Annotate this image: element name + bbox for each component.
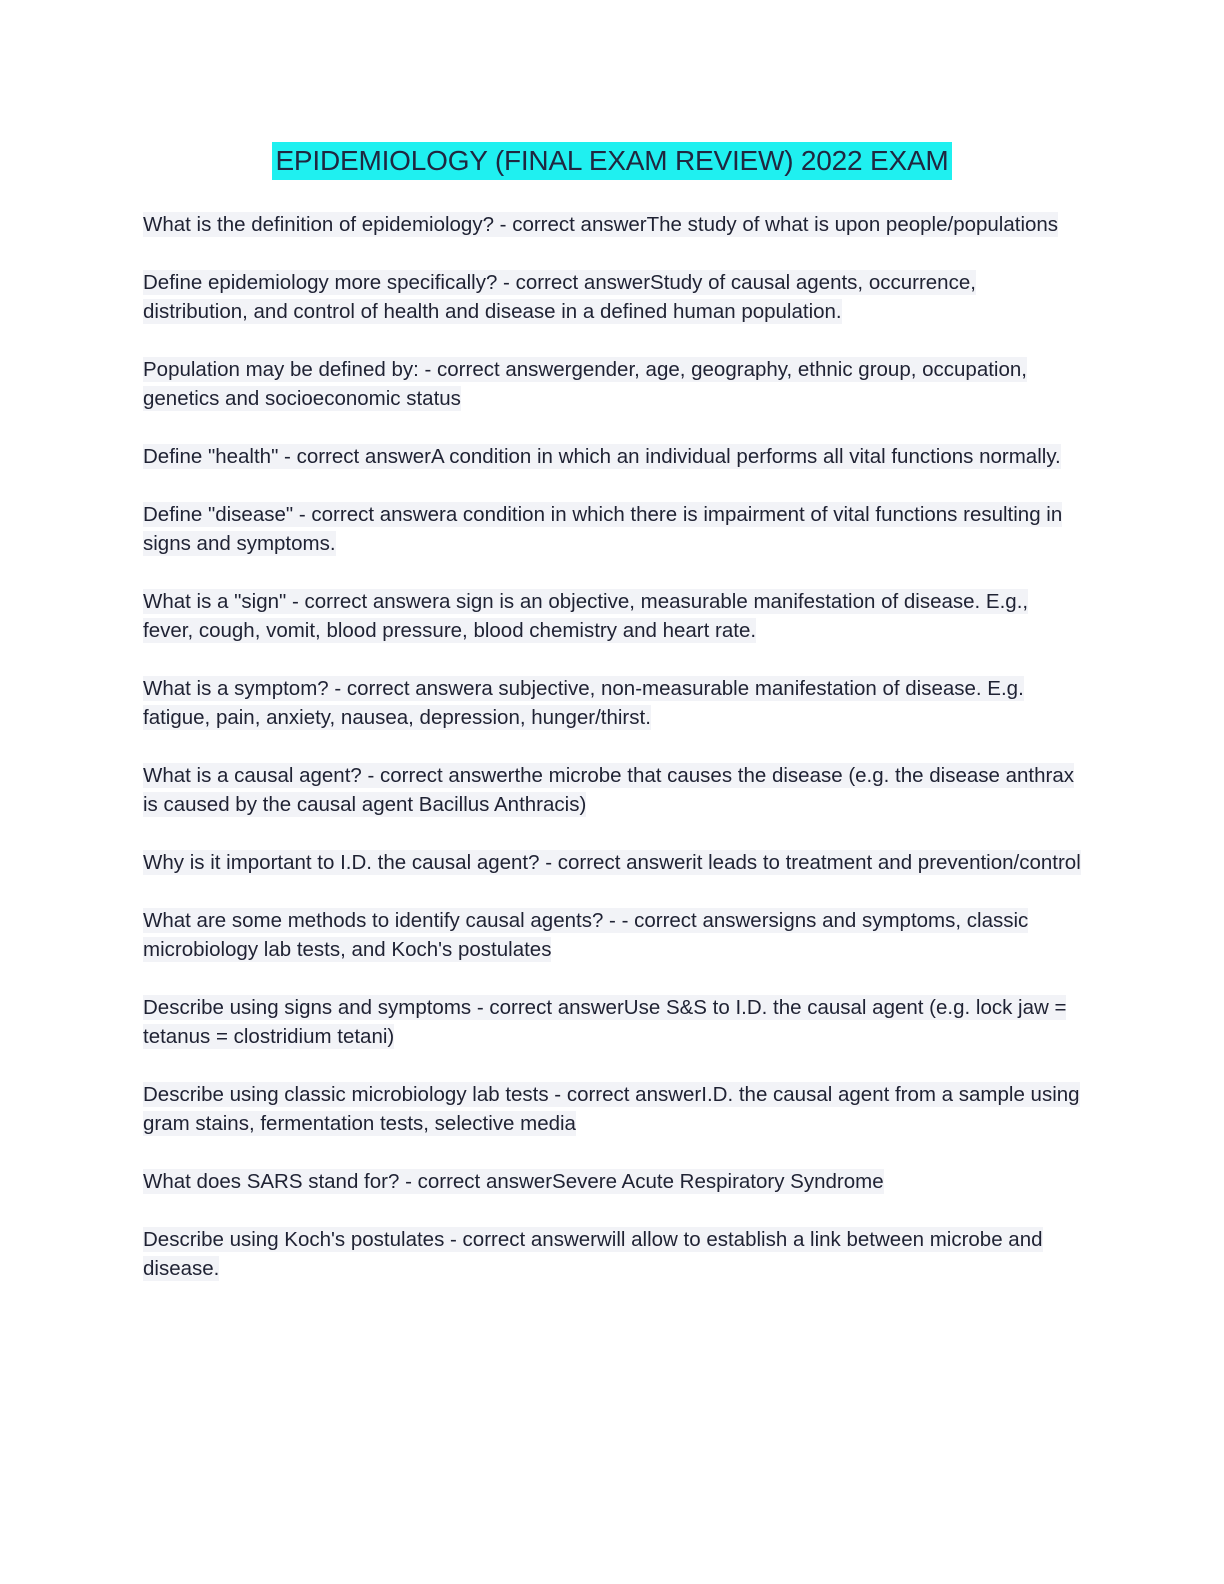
- qa-item: [143, 442, 1083, 471]
- qa-text: What is a "sign" - correct answera sign is an objective, measurable manifestation of disease. E.g., fever, cough, vomit, blood pressure, blood chemistry and heart rate.: [143, 590, 1029, 642]
- qa-text: What is a symptom? - correct answera subjective, non-measurable manifestation of disease. E.g. fatigue, pain, anxiety, nausea, depression, hunger/thirst.: [143, 677, 1024, 729]
- qa-text: Describe using Koch's postulates - correct answerwill allow to establish a link between microbe and disease.: [143, 1228, 1043, 1280]
- qa-text: Population may be defined by: - correct answergender, age, geography, ethnic group, occupation, genetics and socioeconomic status: [143, 358, 1027, 410]
- qa-text: What does SARS stand for? - correct answerSevere Acute Respiratory Syndrome: [143, 1170, 884, 1193]
- qa-item: [143, 1167, 1083, 1196]
- qa-text: What are some methods to identify causal agents? - - correct answersigns and symptoms, classic microbiology lab tests, and Koch's postulates: [143, 909, 1029, 961]
- qa-item: [143, 587, 1083, 645]
- qa-text: Define "disease" - correct answera condition in which there is impairment of vital functions resulting in signs and symptoms.: [143, 503, 1063, 555]
- qa-text: What is the definition of epidemiology? - correct answerThe study of what is upon people/populations: [143, 213, 1059, 236]
- qa-text: Describe using signs and symptoms - correct answerUse S&S to I.D. the causal agent (e.g. lock jaw = tetanus = clostridium tetani): [143, 996, 1067, 1048]
- qa-item: [143, 500, 1083, 558]
- qa-item: [143, 848, 1083, 877]
- qa-item: [143, 210, 1083, 239]
- qa-item: [143, 993, 1083, 1051]
- qa-text: Define "health" - correct answerA condition in which an individual performs all vital functions normally.: [143, 445, 1061, 468]
- qa-item: [143, 761, 1083, 819]
- qa-text: What is a causal agent? - correct answerthe microbe that causes the disease (e.g. the disease anthrax is caused by the causal agent Bacillus Anthracis): [143, 764, 1074, 816]
- qa-item: [143, 906, 1083, 964]
- qa-text: Describe using classic microbiology lab tests - correct answerI.D. the causal agent from a sample using gram stains, fermentation tests, selective media: [143, 1083, 1080, 1135]
- qa-text: Define epidemiology more specifically? - correct answerStudy of causal agents, occurrence, distribution, and control of health and disease in a defined human population.: [143, 271, 976, 323]
- qa-item: [143, 1080, 1083, 1138]
- qa-item: [143, 674, 1083, 732]
- qa-item: [143, 268, 1083, 326]
- document-title: EPIDEMIOLOGY (FINAL EXAM REVIEW) 2022 EXAM: [272, 142, 951, 180]
- title-row: [0, 142, 1224, 180]
- qa-item: [143, 355, 1083, 413]
- qa-item: [143, 1225, 1083, 1283]
- qa-text: Why is it important to I.D. the causal agent? - correct answerit leads to treatment and prevention/control: [143, 851, 1081, 874]
- qa-list: [143, 210, 1083, 1312]
